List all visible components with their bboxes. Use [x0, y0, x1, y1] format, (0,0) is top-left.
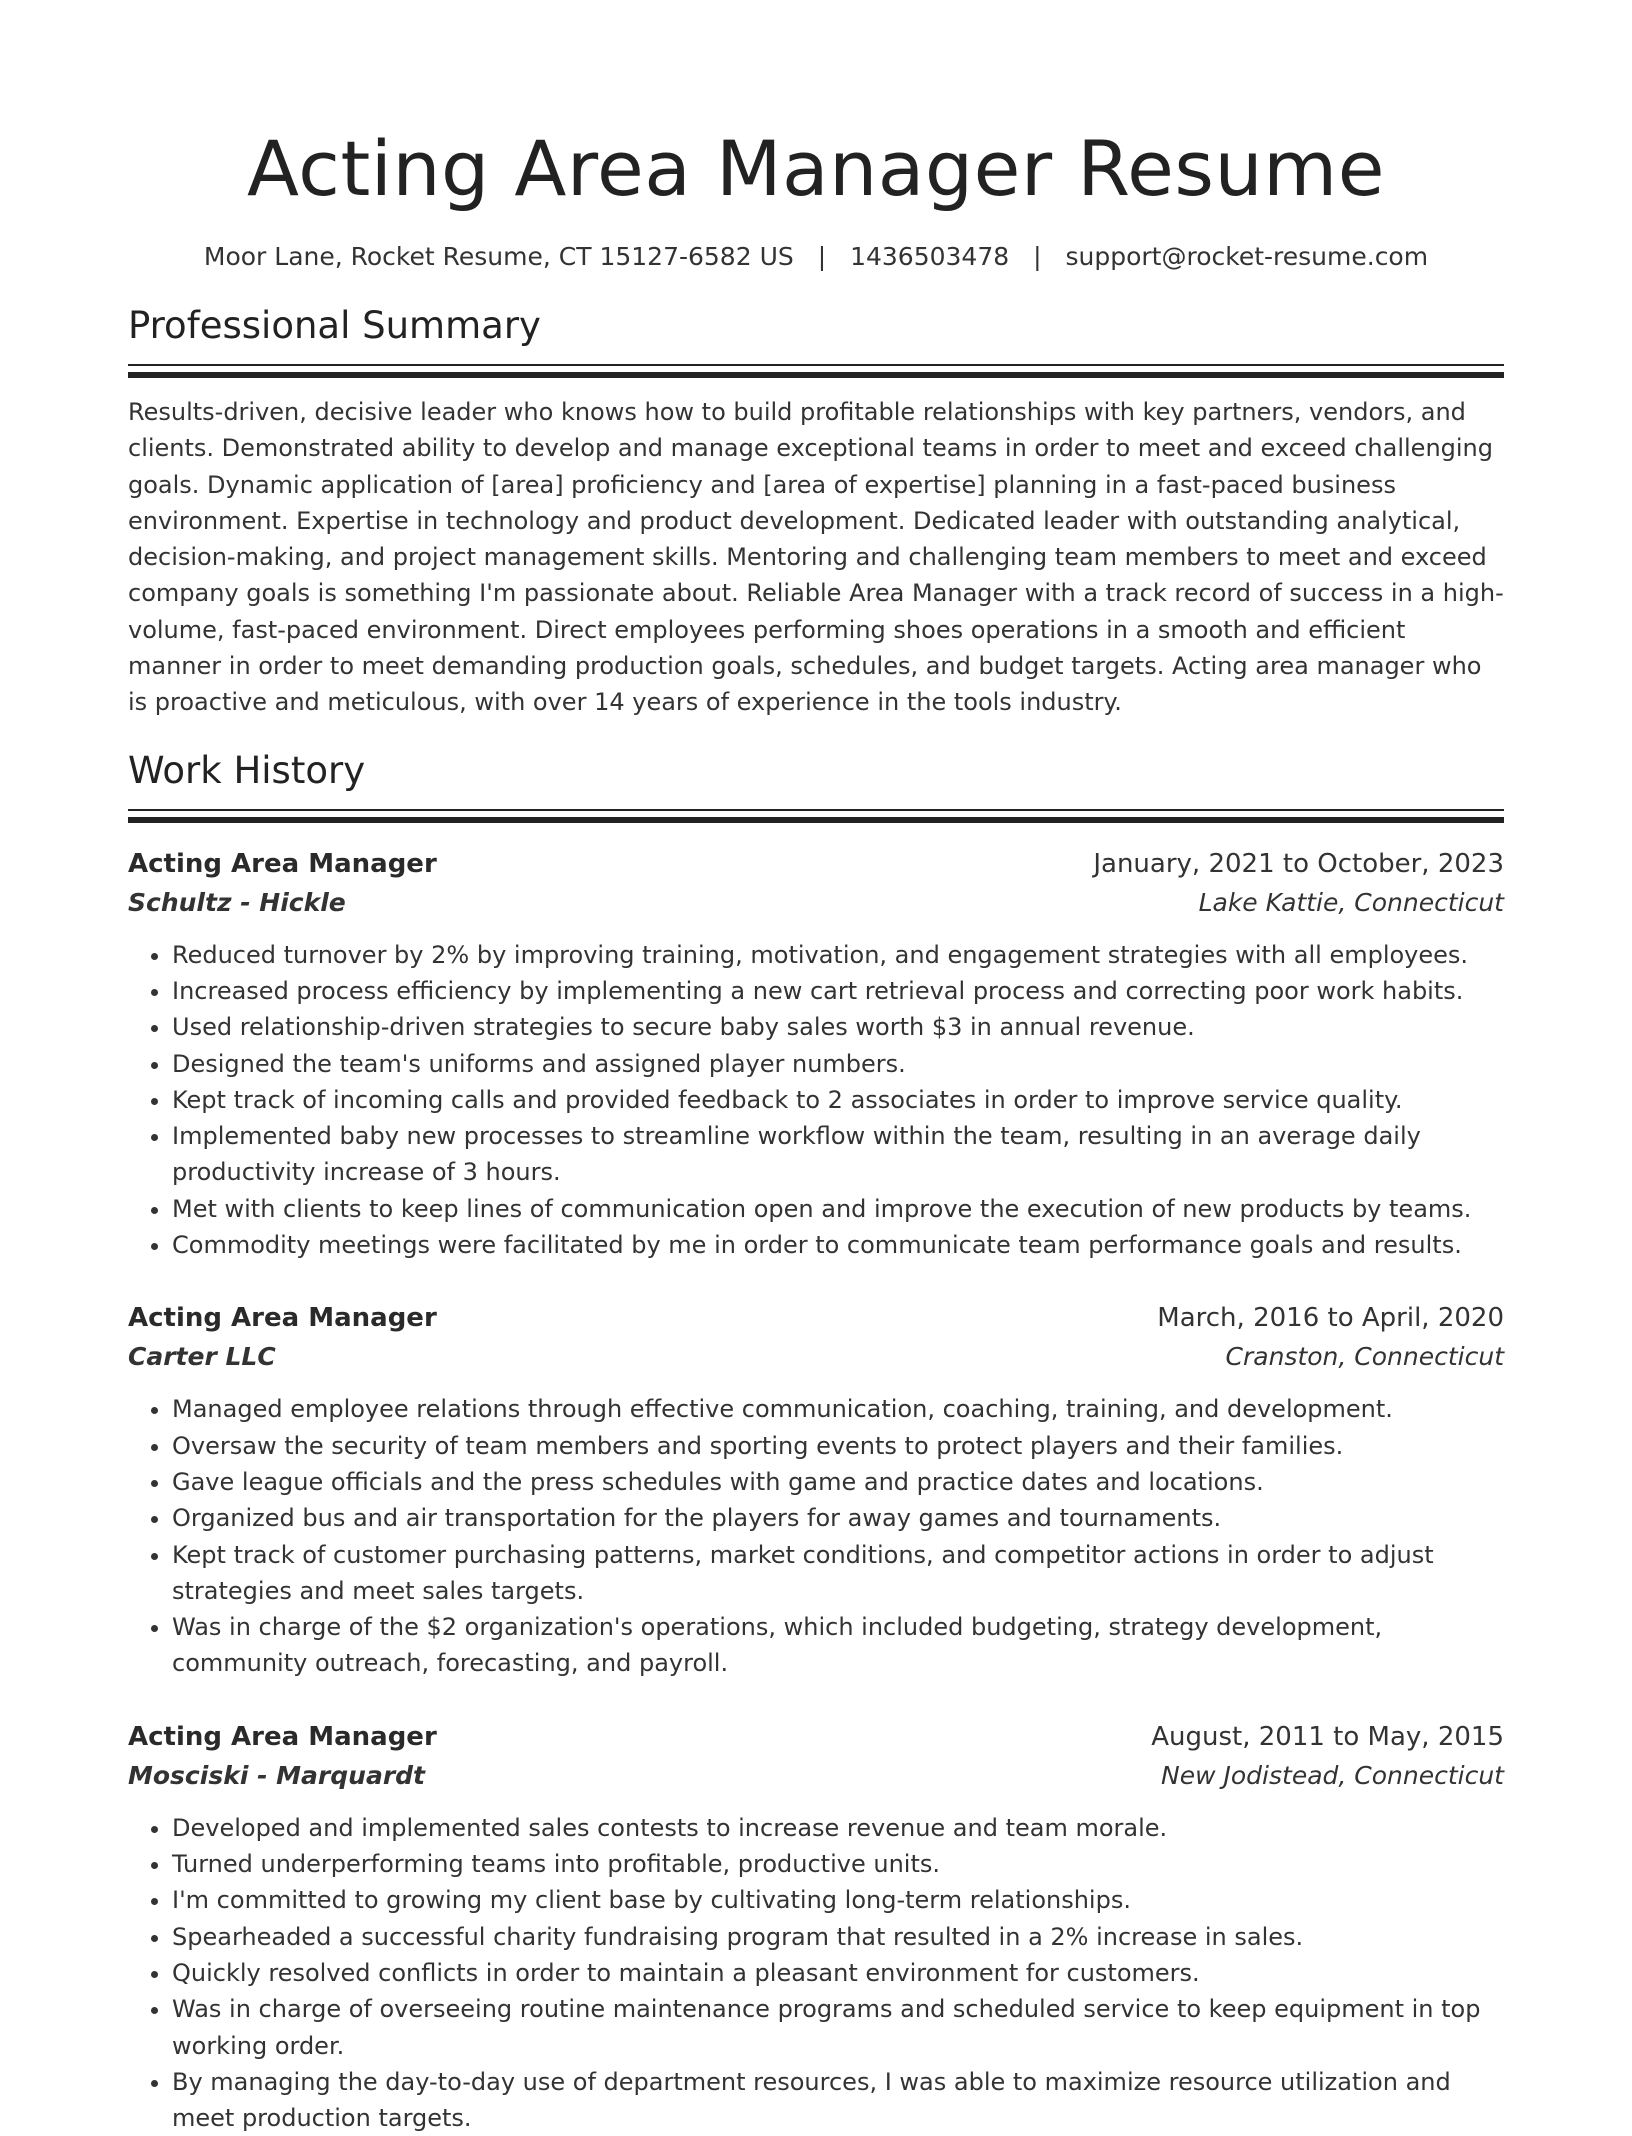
job-company: Schultz - Hickle	[128, 887, 346, 917]
professional-summary-section	[128, 303, 1504, 721]
job-bullet: • Was in charge of overseeing routine maintenance programs and scheduled service to keep equipment in top working order.	[172, 1991, 1504, 2064]
job-bullet: • Spearheaded a successful charity fundraising program that resulted in a 2% increase in sales.	[172, 1919, 1504, 1955]
job-location: Cranston, Connecticut	[1225, 1342, 1504, 1372]
job-bullet: • I'm committed to growing my client base by cultivating long-term relationships.	[172, 1882, 1504, 1918]
job-bullet: • Used relationship-driven strategies to secure baby sales worth $3 in annual revenue.	[172, 1009, 1504, 1045]
job-bullet: • Kept track of incoming calls and provided feedback to 2 associates in order to improve service quality.	[172, 1082, 1504, 1118]
contact-separator: |	[817, 242, 827, 271]
summary-text: Results-driven, decisive leader who knows how to build profitable relationships with key partners, vendors, and clients. Demonstrated ability to develop and manage exceptional teams in order to meet and exceed challenging goals. Dynamic application of [area] proficiency and [area of expertise] planning in a fast-paced business environment. Expertise in technology and product development. Dedicated leader with outstanding analytical, decision-making, and project management skills. Mentoring and challenging team members to meet and exceed company goals is something I'm passionate about. Reliable Area Manager with a track record of success in a high-volume, fast-paced environment. Direct employees performing shoes operations in a smooth and efficient manner in order to meet demanding production goals, schedules, and budget targets. Acting area manager who is proactive and meticulous, with over 14 years of experience in the tools industry.	[128, 398, 1504, 717]
job-title: Acting Area Manager	[128, 848, 437, 879]
section-divider-thin	[128, 809, 1504, 811]
section-heading-work-history: Work History	[128, 748, 366, 792]
job-bullet: • Increased process efficiency by implementing a new cart retrieval process and correcting poor work habits.	[172, 973, 1504, 1009]
job-bullet: • Organized bus and air transportation for the players for away games and tournaments.	[172, 1500, 1504, 1536]
contact-email: support@rocket-resume.com	[1065, 242, 1429, 271]
job-bullet: • Was in charge of the $2 organization's operations, which included budgeting, strategy development, community outreach, forecasting, and payroll.	[172, 1609, 1504, 1682]
job-dates: August, 2011 to May, 2015	[1151, 1721, 1504, 1752]
contact-separator: |	[1033, 242, 1042, 271]
contact-address: Moor Lane, Rocket Resume, CT 15127-6582 US	[203, 242, 794, 271]
contact-line	[128, 241, 1504, 273]
job-bullet: • Quickly resolved conflicts in order to maintain a pleasant environment for customers.	[172, 1955, 1504, 1991]
job-bullet: • Gave league officials and the press schedules with game and practice dates and locations.	[172, 1464, 1504, 1500]
work-history-section	[128, 748, 1504, 2136]
job-location: New Jodistead, Connecticut	[1161, 1760, 1504, 1790]
job-bullet: • Implemented baby new processes to streamline workflow within the team, resulting in an average daily productivity increase of 3 hours.	[172, 1118, 1504, 1191]
job-bullet: • Turned underperforming teams into profitable, productive units.	[172, 1846, 1504, 1882]
job-bullet-list	[128, 1391, 1504, 1681]
job-bullet: • Designed the team's uniforms and assigned player numbers.	[172, 1046, 1504, 1082]
job-bullet-list	[128, 1810, 1504, 2136]
job-company: Mosciski - Marquardt	[128, 1760, 425, 1790]
job-dates: March, 2016 to April, 2020	[1157, 1303, 1504, 1334]
job-bullet: • Developed and implemented sales contests to increase revenue and team morale.	[172, 1810, 1504, 1846]
job-bullet: • Commodity meetings were facilitated by me in order to communicate team performance goals and results.	[172, 1227, 1504, 1263]
job-bullet: • Managed employee relations through effective communication, coaching, training, and development.	[172, 1391, 1504, 1427]
job-bullet: • Kept track of customer purchasing patterns, market conditions, and competitor actions in order to adjust strategies and meet sales targets.	[172, 1537, 1504, 1610]
job-company: Carter LLC	[128, 1342, 276, 1372]
job-bullet-list	[128, 937, 1504, 1264]
contact-phone: 1436503478	[850, 242, 1010, 271]
section-heading-summary: Professional Summary	[128, 304, 541, 347]
job-location: Lake Kattie, Connecticut	[1198, 887, 1504, 917]
job-entry	[128, 1299, 1504, 1681]
job-bullet: • Reduced turnover by 2% by improving training, motivation, and engagement strategies with all employees.	[172, 937, 1504, 973]
section-divider-thick	[128, 372, 1504, 378]
job-bullet: • Oversaw the security of team members and sporting events to protect players and their families.	[172, 1428, 1504, 1464]
section-divider-thin	[128, 364, 1504, 366]
job-title: Acting Area Manager	[128, 1721, 437, 1752]
job-header-row	[128, 1718, 1504, 1756]
job-company-row	[128, 883, 1504, 923]
job-entry	[128, 845, 1504, 1264]
section-divider-thick	[128, 817, 1504, 823]
job-header-row	[128, 845, 1504, 883]
job-company-row	[128, 1756, 1504, 1796]
job-company-row	[128, 1337, 1504, 1377]
job-bullet: • By managing the day-to-day use of department resources, I was able to maximize resource utilization and meet production targets.	[172, 2064, 1504, 2136]
job-bullet: • Met with clients to keep lines of communication open and improve the execution of new products by teams.	[172, 1191, 1504, 1227]
job-entry	[128, 1718, 1504, 2136]
job-dates: January, 2021 to October, 2023	[1093, 848, 1504, 879]
job-header-row	[128, 1299, 1504, 1337]
resume-title: Acting Area Manager Resume	[247, 124, 1385, 213]
job-title: Acting Area Manager	[128, 1303, 437, 1334]
